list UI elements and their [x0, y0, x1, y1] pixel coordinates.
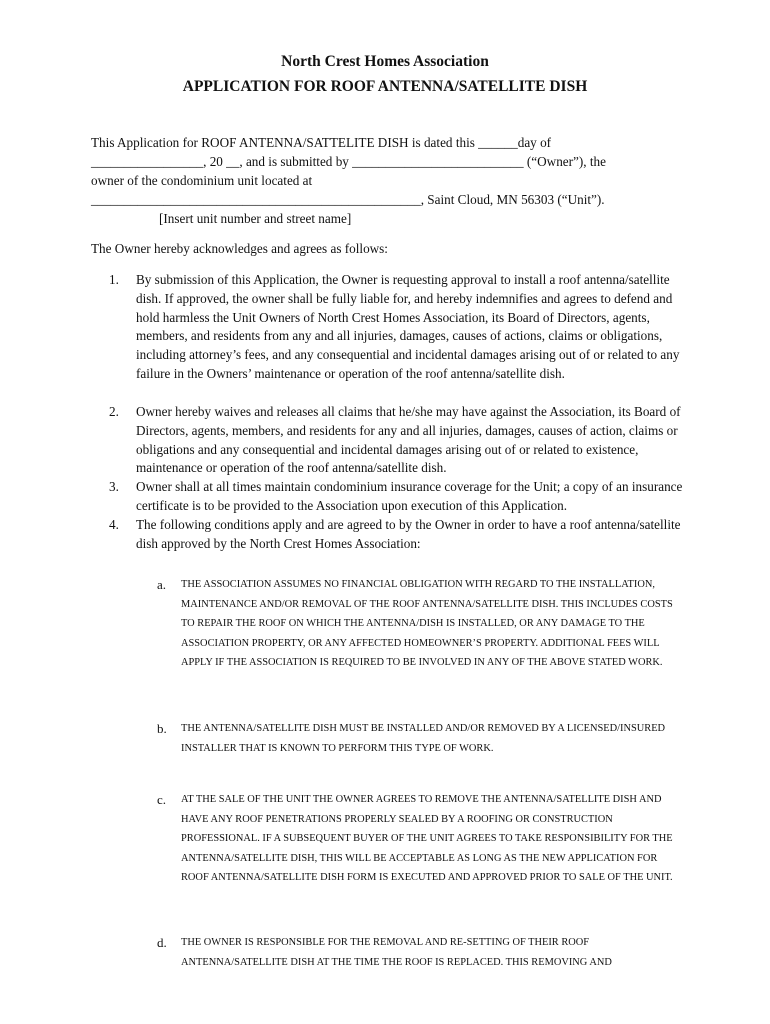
condition-item — [157, 575, 687, 673]
condition-text: THE OWNER IS RESPONSIBLE FOR THE REMOVAL AND RE-SETTING OF THEIR ROOF ANTENNA/SATELLITE DISH AT THE TIME THE ROOF IS REPLACED. THIS REMOVING AND — [181, 937, 612, 968]
intro-paragraph — [91, 133, 691, 228]
item-number: 4. — [109, 517, 119, 532]
acknowledgement-text: The Owner hereby acknowledges and agrees as follows: — [91, 241, 388, 256]
condition-letter: b. — [157, 721, 167, 736]
item-text: The following conditions apply and are agreed to by the Owner in order to have a roof antenna/satellite dish approved by the North Crest Homes Association: — [136, 517, 681, 551]
item-text: By submission of this Application, the Owner is requesting approval to install a roof antenna/satellite dish. If approved, the owner shall be fully liable for, and hereby indemnifies and agrees to defend and hold harmless the Unit Owners of North Crest Homes Association, its Board of Directors, agents, members, and residents from any and all injuries, damages, causes of actions, claims or obligations, including attorney’s fees, and any consequential and incidental damages arising out of or related to any failure in the Owners’ maintenance or operation of the roof antenna/satellite dish. — [136, 272, 680, 381]
item-number: 3. — [109, 479, 119, 494]
condition-item — [157, 790, 687, 888]
item-text: Owner shall at all times maintain condominium insurance coverage for the Unit; a copy of an insurance certificate is to be provided to the Association upon execution of this Application. — [136, 479, 683, 513]
condition-text: THE ANTENNA/SATELLITE DISH MUST BE INSTALLED AND/OR REMOVED BY A LICENSED/INSURED INSTALLER THAT IS KNOWN TO PERFORM THIS TYPE OF WORK. — [181, 723, 666, 754]
intro-line-2: _________________, 20 __, and is submitted by __________________________ (“Owner”), the — [91, 154, 606, 169]
unit-address-hint: [Insert unit number and street name] — [159, 211, 352, 226]
list-item — [109, 271, 684, 384]
intro-line-3: owner of the condominium unit located at — [91, 173, 313, 188]
condition-letter: a. — [157, 577, 167, 592]
intro-line-1: This Application for ROOF ANTENNA/SATTELITE DISH is dated this ______day of — [91, 135, 552, 150]
condition-text: AT THE SALE OF THE UNIT THE OWNER AGREES TO REMOVE THE ANTENNA/SATELLITE DISH AND HAVE ANY ROOF PENETRATIONS PROPERLY SEALED BY A ROOFING OR CONSTRUCTION PROFESSIONAL. IF A SUBSEQUENT BUYER OF THE UNIT AGREES TO TAKE RESPONSIBILITY FOR THE ANTENNA/SATELLITE DISH, THIS WILL BE ACCEPTABLE AS LONG AS THE NEW APPLICATION FOR ROOF ANTENNA/SATELLITE DISH FORM IS EXECUTED AND APPROVED PRIOR TO SALE OF THE UNIT. — [181, 794, 673, 883]
list-item — [109, 516, 684, 554]
list-item — [109, 478, 684, 516]
association-name: North Crest Homes Association — [281, 53, 489, 70]
condition-text: THE ASSOCIATION ASSUMES NO FINANCIAL OBLIGATION WITH REGARD TO THE INSTALLATION, MAINTENANCE AND/OR REMOVAL OF THE ROOF ANTENNA/SATELLITE DISH. THIS INCLUDES COSTS TO REPAIR THE ROOF ON WHICH THE ANTENNA/DISH IS INSTALLED, OR ANY DAMAGE TO THE ASSOCIATION PROPERTY, OR ANY AFFECTED HOMEOWNER’S PROPERTY. ADDITIONAL FEES WILL APPLY IF THE ASSOCIATION IS REQUIRED TO BE INVOLVED IN ANY OF THE ABOVE STATED WORK. — [181, 579, 673, 668]
intro-line-4: __________________________________________________, Saint Cloud, MN 56303 (“Unit”). — [91, 192, 605, 207]
condition-item — [157, 933, 687, 972]
item-number: 2. — [109, 404, 119, 419]
item-number: 1. — [109, 272, 119, 287]
condition-letter: d. — [157, 935, 167, 950]
condition-item — [157, 719, 687, 758]
list-item — [109, 403, 684, 478]
document-title: APPLICATION FOR ROOF ANTENNA/SATELLITE DISH — [182, 78, 588, 95]
condition-letter: c. — [157, 792, 167, 807]
item-text: Owner hereby waives and releases all claims that he/she may have against the Association, its Board of Directors, agents, members, and residents for any and all injuries, damages, causes of action, claims or obligations and any consequential and incidental damages arising out of or related to existence, maintenance or operation of the roof antenna/satellite dish. — [136, 404, 681, 476]
